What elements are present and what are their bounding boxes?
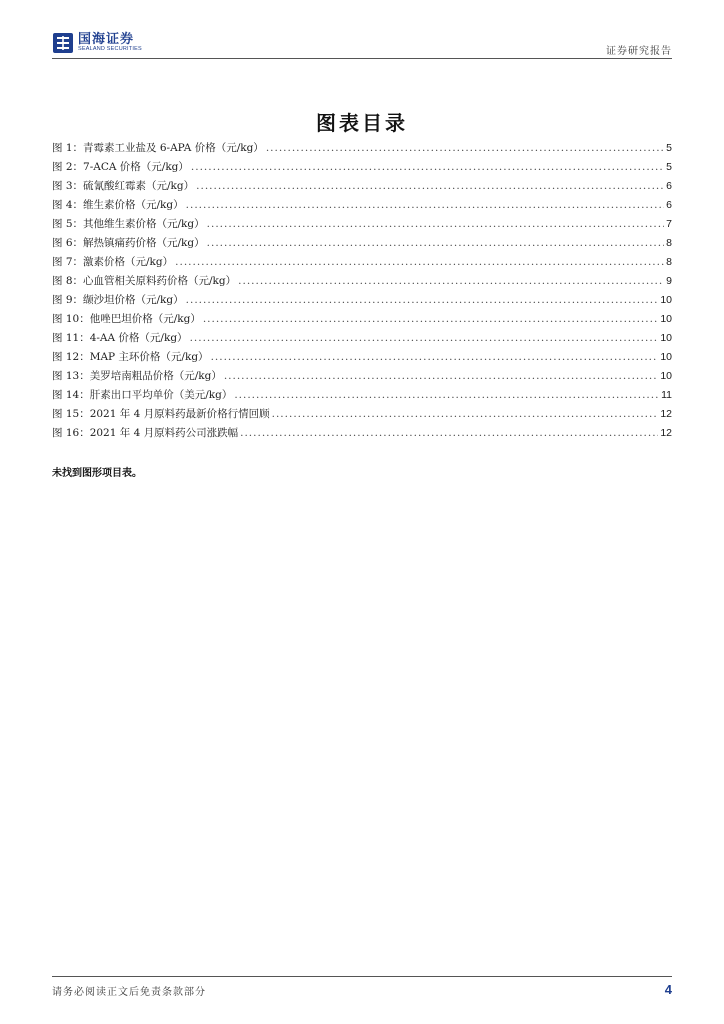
logo-chinese-name: 国海证券 [78, 32, 135, 48]
toc-entry-label: 图 9：缬沙坦价格（元/kg） [52, 294, 184, 306]
toc-entry-page: 5 [666, 161, 672, 173]
toc-leader-dots [207, 234, 665, 253]
empty-table-note: 未找到图形项目表。 [52, 468, 142, 479]
toc-leader-dots [175, 253, 664, 272]
logo-english-name: SEALAND SECURITIES [78, 46, 142, 53]
page-title: 图表目录 [316, 111, 408, 135]
toc-entry[interactable] [52, 329, 672, 348]
toc-leader-dots [266, 139, 664, 158]
toc-entry[interactable] [52, 139, 672, 158]
toc-entry[interactable] [52, 215, 672, 234]
toc-leader-dots [240, 424, 658, 443]
toc-entry-label: 图 12：MAP 主环价格（元/kg） [52, 351, 209, 363]
toc-entry[interactable] [52, 253, 672, 272]
header-divider [52, 58, 672, 59]
company-logo [52, 32, 142, 54]
toc-leader-dots [186, 291, 659, 310]
page-number: 4 [664, 982, 672, 997]
toc-leader-dots [211, 348, 659, 367]
toc-leader-dots [203, 310, 658, 329]
toc-entry[interactable] [52, 196, 672, 215]
toc-entry-label: 图 4：维生素价格（元/kg） [52, 199, 184, 211]
toc-entry[interactable] [52, 367, 672, 386]
toc-leader-dots [272, 405, 659, 424]
toc-entry-page: 8 [666, 256, 672, 268]
toc-entry[interactable] [52, 386, 672, 405]
report-type-label: 证券研究报告 [606, 46, 672, 57]
toc-leader-dots [234, 386, 659, 405]
toc-entry-page: 8 [666, 237, 672, 249]
toc-entry[interactable] [52, 177, 672, 196]
toc-entry[interactable] [52, 291, 672, 310]
toc-entry-label: 图 3：硫氰酸红霉素（元/kg） [52, 180, 195, 192]
toc-entry-label: 图 15：2021 年 4 月原料药最新价格行情回顾 [52, 408, 270, 420]
toc-entry-page: 7 [666, 218, 672, 230]
toc-entry-label: 图 8：心血管相关原料药价格（元/kg） [52, 275, 237, 287]
toc-entry[interactable] [52, 272, 672, 291]
footer-divider [52, 976, 672, 977]
disclaimer-text: 请务必阅读正文后免责条款部分 [52, 987, 206, 998]
toc-entry-page: 10 [660, 351, 672, 363]
toc-entry-label: 图 6：解热镇痛药价格（元/kg） [52, 237, 205, 249]
toc-entry-page: 6 [666, 180, 672, 192]
toc-entry-label: 图 5：其他维生素价格（元/kg） [52, 218, 205, 230]
toc-entry-label: 图 7：激素价格（元/kg） [52, 256, 174, 268]
page-header [52, 30, 672, 60]
toc-entry-page: 11 [661, 389, 672, 401]
toc-entry[interactable] [52, 158, 672, 177]
toc-leader-dots [191, 158, 664, 177]
toc-entry[interactable] [52, 405, 672, 424]
toc-entry-page: 10 [660, 332, 672, 344]
toc-entry[interactable] [52, 424, 672, 443]
toc-entry[interactable] [52, 348, 672, 367]
toc-entry-label: 图 14：肝素出口平均单价（美元/kg） [52, 389, 233, 401]
toc-entry-page: 10 [660, 313, 672, 325]
toc-entry-page: 10 [660, 370, 672, 382]
toc-leader-dots [196, 177, 664, 196]
toc-entry-page: 12 [660, 427, 672, 439]
toc-entry-page: 10 [660, 294, 672, 306]
toc-entry-label: 图 11：4-AA 价格（元/kg） [52, 332, 188, 344]
toc-entry-label: 图 10：他唑巴坦价格（元/kg） [52, 313, 201, 325]
toc-entry[interactable] [52, 310, 672, 329]
toc-entry-label: 图 2：7-ACA 价格（元/kg） [52, 161, 189, 173]
toc-entry-page: 12 [660, 408, 672, 420]
toc-leader-dots [186, 196, 665, 215]
toc-entry-label: 图 13：美罗培南粗品价格（元/kg） [52, 370, 222, 382]
toc-entry-page: 5 [666, 142, 672, 154]
toc-leader-dots [238, 272, 664, 291]
sealand-logo-icon [52, 32, 74, 54]
toc-leader-dots [224, 367, 658, 386]
toc-entry-label: 图 1：青霉素工业盐及 6-APA 价格（元/kg） [52, 142, 264, 154]
toc-entry-page: 9 [666, 275, 672, 287]
toc-entry-page: 6 [666, 199, 672, 211]
toc-entry[interactable] [52, 234, 672, 253]
figure-toc [52, 139, 672, 443]
toc-leader-dots [207, 215, 665, 234]
toc-leader-dots [190, 329, 659, 348]
toc-entry-label: 图 16：2021 年 4 月原料药公司涨跌幅 [52, 427, 239, 439]
